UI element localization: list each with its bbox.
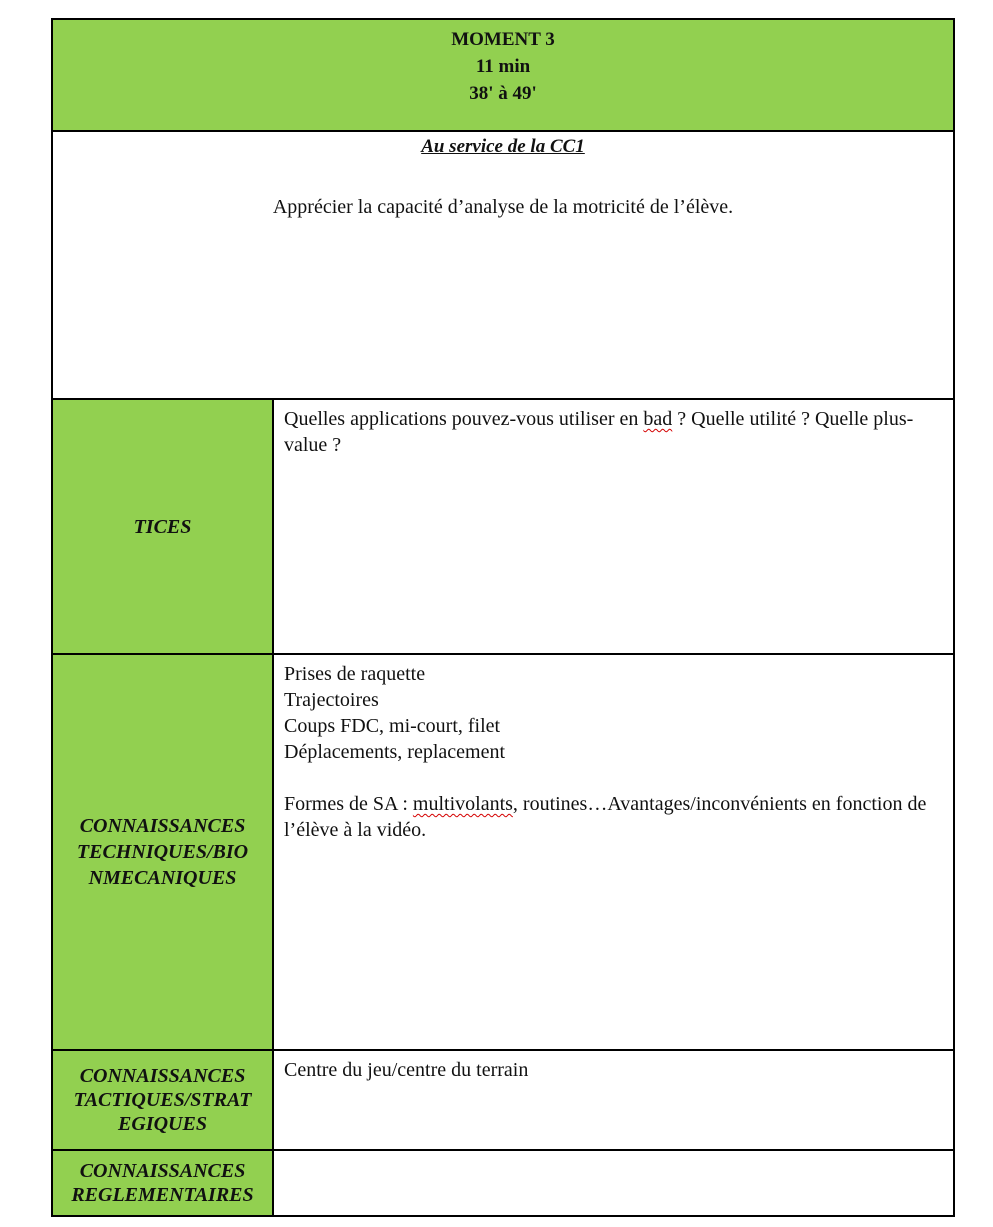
lesson-table: [51, 18, 955, 1217]
tactiques-label-line: CONNAISSANCES: [79, 1065, 246, 1087]
tactiques-label: [52, 1050, 273, 1150]
techniques-line: Trajectoires: [284, 689, 379, 711]
reglementaires-label: [52, 1150, 273, 1216]
reglementaires-label-line: CONNAISSANCES: [79, 1160, 246, 1182]
moment-time-range: 38' à 49': [469, 83, 537, 104]
techniques-label-line: NMECANIQUES: [88, 867, 237, 889]
objective-text: Apprécier la capacité d’analyse de la motricité de l’élève.: [272, 196, 734, 218]
paragraph-spacer: [284, 765, 943, 791]
moment-duration: 11 min: [475, 56, 531, 77]
techniques-line: Coups FDC, mi-court, filet: [284, 715, 501, 737]
spellcheck-word: multivolants: [412, 793, 513, 815]
techniques-row: [52, 654, 954, 1050]
objective-title: Au service de la CC1: [421, 136, 585, 157]
reglementaires-content: [273, 1150, 954, 1216]
reglementaires-row: [52, 1150, 954, 1216]
techniques-line: Déplacements, replacement: [284, 741, 505, 763]
tactiques-content: Centre du jeu/centre du terrain: [273, 1050, 954, 1150]
objective-row: [52, 131, 954, 399]
tices-row: [52, 399, 954, 654]
techniques-line: Prises de raquette: [284, 663, 426, 685]
tices-label: TICES: [52, 399, 273, 654]
header-row: [52, 19, 954, 131]
techniques-content: [273, 654, 954, 1050]
objective-cell: [52, 131, 954, 399]
techniques-label-line: TECHNIQUES/BIO: [76, 841, 249, 863]
moment-header: [52, 19, 954, 131]
tactiques-label-line: TACTIQUES/STRAT: [73, 1089, 252, 1111]
reglementaires-label-line: REGLEMENTAIRES: [71, 1184, 254, 1206]
sa-text-after: , routines…Avantages/inconvénients en fonction de l’élève à la vidéo.: [284, 793, 927, 841]
moment-title: MOMENT 3: [451, 29, 555, 50]
tices-content: [273, 399, 954, 654]
sa-text-before: Formes de SA :: [284, 793, 413, 815]
tices-text-before: Quelles applications pouvez-vous utiliser en: [284, 408, 644, 430]
techniques-label-line: CONNAISSANCES: [79, 815, 246, 837]
techniques-label: [52, 654, 273, 1050]
spellcheck-word: bad: [643, 408, 673, 430]
tactiques-label-line: EGIQUES: [118, 1113, 207, 1135]
tactiques-row: [52, 1050, 954, 1150]
tices-text-after: ? Quelle utilité ? Quelle plus-value ?: [284, 408, 914, 456]
